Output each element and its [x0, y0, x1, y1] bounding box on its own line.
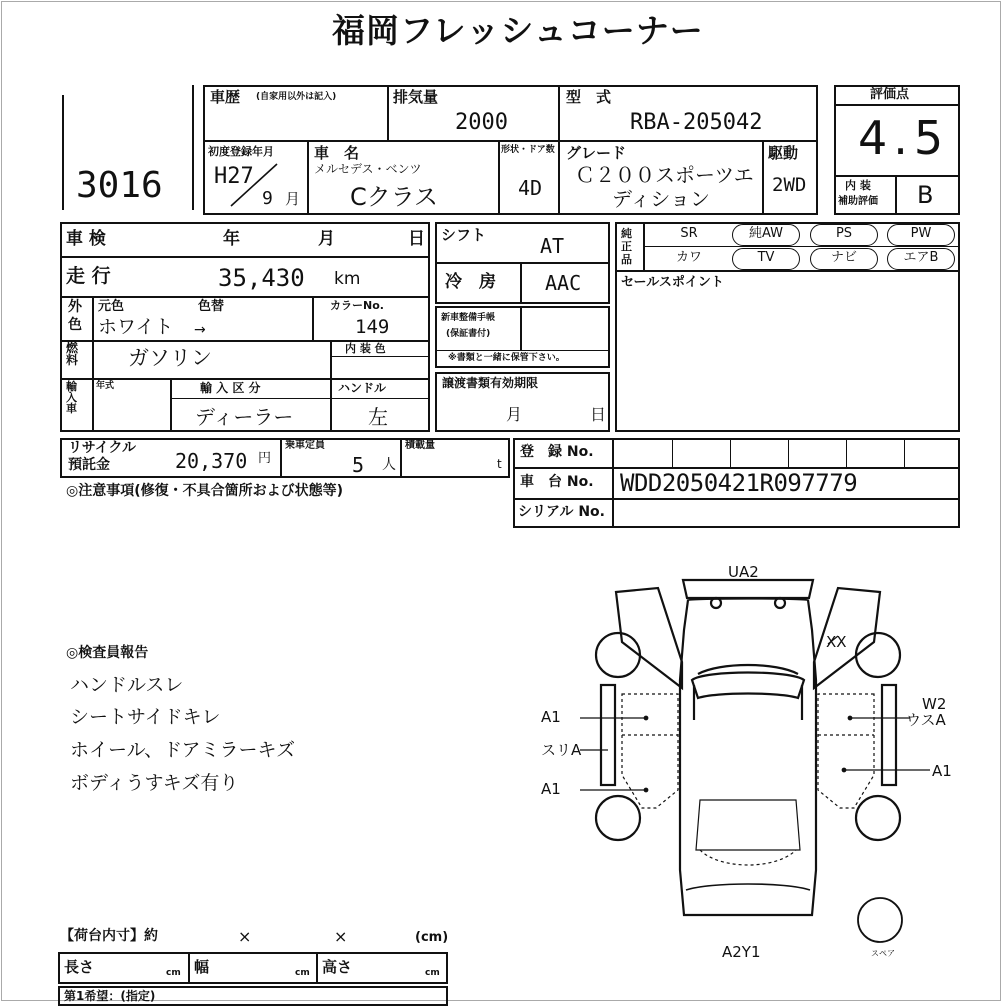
car-name-value: Cクラス: [350, 183, 439, 211]
remark-item: ボディうすキズ有り: [70, 772, 239, 794]
equipment-item: 純AW: [732, 224, 800, 246]
right-doors-outline: [818, 694, 874, 808]
diagram-label-front: UA2: [728, 563, 759, 581]
color-no-label: カラーNo.: [330, 299, 384, 312]
bottom-row-text: 第1希望：(指定): [64, 989, 156, 1003]
cargo-height-label: 高さ: [322, 958, 353, 976]
cargo-length-unit: cm: [166, 968, 181, 978]
equipment-item: カワ: [675, 250, 702, 265]
new-car-manual-label-1: 新車整備手帳: [441, 313, 496, 323]
remark-item: ハンドルスレ: [70, 674, 184, 696]
first-reg-month-unit: 月: [285, 190, 301, 208]
history-label: 車歴: [210, 88, 241, 106]
equipment-item: エアB: [887, 248, 955, 270]
diagram-label-rear: A2Y1: [722, 943, 761, 961]
color-orig-label: 元色: [98, 299, 125, 314]
recycle-value: 20,370: [175, 449, 248, 473]
cargo-unit: (cm): [415, 930, 449, 945]
import-type-value: ディーラー: [195, 405, 294, 429]
color-no-value: 149: [355, 316, 390, 338]
shift-value: AT: [540, 234, 565, 258]
drive-label: 駆動: [768, 144, 799, 162]
model-label: 型 式: [566, 88, 612, 106]
handle-label: ハンドル: [338, 381, 387, 395]
import-year-label: 年式: [96, 381, 115, 391]
remark-item: シートサイドキレ: [70, 706, 221, 728]
cargo-x2: ×: [334, 927, 348, 946]
reg-no-label: 登 録 No.: [520, 444, 594, 460]
interior-score-label-1: 内 装: [845, 179, 871, 192]
mileage-unit: km: [334, 269, 361, 289]
fuel-value: ガソリン: [128, 346, 212, 370]
recycle-unit: 円: [258, 451, 272, 466]
wheel-front-left-outline: [596, 633, 640, 677]
capacity-value: 5: [352, 453, 365, 477]
capacity-label: 乗車定員: [285, 440, 325, 451]
interior-score-label-2: 補助評価: [838, 196, 878, 207]
color-label-2: 色: [68, 317, 82, 333]
ac-value: AAC: [545, 271, 582, 295]
inspector-label: ◎検査員報告: [66, 645, 149, 661]
body-label: 形状・ドア数: [501, 145, 555, 155]
chassis-value: WDD2050421R097779: [620, 469, 858, 497]
wheel-rear-left-outline: [596, 796, 640, 840]
color-label-1: 外: [68, 299, 82, 315]
body-outline: [680, 599, 816, 916]
color-arrow: →: [194, 322, 206, 338]
diagram-label-right-door-1: W2: [922, 695, 947, 713]
interior-score-value: B: [917, 181, 934, 209]
capacity-unit: 人: [382, 457, 396, 473]
import-label: 輸入車: [66, 380, 77, 415]
cargo-label: 【荷台内寸】約: [60, 928, 158, 944]
body-value: 4D: [518, 176, 543, 200]
cargo-width-label: 幅: [194, 958, 210, 976]
car-damage-diagram: [580, 570, 960, 950]
load-label: 積載量: [405, 440, 435, 451]
transfer-month: 月: [506, 405, 523, 424]
lot-number: 3016: [76, 165, 163, 206]
diagram-label-spare: スペア: [871, 949, 895, 958]
color-change-label: 色替: [198, 299, 225, 314]
ac-label: 冷 房: [445, 272, 496, 292]
cargo-length-label: 長さ: [64, 958, 95, 976]
lot-bracket-right: [192, 85, 194, 210]
import-type-label: 輸 入 区 分: [200, 381, 261, 395]
load-unit: t: [497, 457, 502, 471]
handle-value: 左: [368, 405, 388, 429]
new-car-manual-note: ※書類と一緒に保管下さい。: [448, 353, 565, 363]
transfer-label: 譲渡書類有効期限: [442, 376, 539, 390]
left-front-fender-outline: [616, 588, 682, 688]
left-rocker-outline: [601, 685, 615, 785]
transfer-day: 日: [590, 405, 607, 424]
score-label: 評価点: [870, 87, 910, 102]
mileage-value: 35,430: [218, 264, 305, 292]
equipment-item: ナビ: [810, 248, 878, 270]
right-front-fender-outline: [814, 588, 880, 688]
diagram-label-left-rear: A1: [541, 780, 561, 798]
diagram-label-right-door-2: ウスA: [906, 711, 946, 729]
cargo-x1: ×: [238, 927, 252, 946]
car-maker: メルセデス・ベンツ: [314, 162, 422, 176]
lot-bracket-left: [62, 95, 64, 210]
shift-label: シフト: [441, 226, 487, 244]
grade-line-1: Ｃ２００スポーツエ: [575, 163, 754, 187]
front-bumper-outline: [683, 580, 813, 598]
wheel-rear-right-outline: [856, 796, 900, 840]
first-reg-year: H27: [214, 164, 254, 189]
wheel-front-right-outline: [856, 633, 900, 677]
equipment-item: TV: [732, 248, 800, 270]
equipment-item: SR: [680, 226, 698, 241]
cargo-height-unit: cm: [425, 968, 440, 978]
mileage-label: 走 行: [66, 265, 111, 287]
fuel-label: 燃料: [66, 341, 79, 367]
grade-line-2: ディション: [612, 187, 710, 211]
windshield-outline: [692, 673, 804, 699]
inspection-year: 年: [223, 229, 240, 249]
cargo-width-unit: cm: [295, 968, 310, 978]
page-title: 福岡フレッシュコーナー: [332, 11, 704, 50]
score-value: 4.5: [858, 111, 950, 165]
first-reg-label: 初度登録年月: [208, 145, 274, 158]
recycle-label-2: 預託金: [68, 457, 110, 473]
diagram-label-left-front: A1: [541, 708, 561, 726]
inspection-label: 車 検: [66, 229, 106, 249]
car-name-label: 車 名: [314, 144, 360, 162]
recycle-label-1: リサイクル: [68, 440, 137, 456]
interior-color-label: 内 装 色: [345, 342, 386, 355]
cargo-dims-row: [58, 952, 448, 984]
sales-point-label: セールスポイント: [621, 275, 724, 290]
new-car-manual-label-2: (保証書付): [446, 329, 491, 339]
diagram-label-right-rear: A1: [932, 762, 952, 780]
first-reg-month: 9: [262, 188, 273, 209]
equipment-label: 純正品: [621, 227, 632, 266]
inspection-day: 日: [408, 229, 425, 249]
displacement-value: 2000: [455, 110, 508, 135]
spare-tire-outline: [858, 898, 902, 942]
diagram-label-front-right-wheel: XX: [826, 633, 847, 651]
diagram-label-left-rocker: スリA: [541, 741, 582, 759]
serial-label: シリアル No.: [518, 504, 605, 520]
color-value: ホワイト: [98, 316, 174, 338]
displacement-label: 排気量: [393, 88, 439, 106]
first-reg-slash: [225, 160, 285, 210]
left-doors-outline: [622, 694, 678, 808]
grade-label: グレード: [566, 144, 627, 162]
chassis-label: 車 台 No.: [520, 474, 594, 490]
equipment-item: PW: [887, 224, 955, 246]
drive-value: 2WD: [772, 174, 807, 196]
equipment-item: PS: [810, 224, 878, 246]
caution-label: ◎注意事項(修復・不具合箇所および状態等): [66, 483, 344, 499]
remark-item: ホイール、ドアミラーキズ: [70, 739, 296, 761]
history-note: (自家用以外は記入): [256, 92, 337, 102]
inspection-month: 月: [318, 229, 335, 249]
model-value: RBA-205042: [630, 110, 763, 135]
